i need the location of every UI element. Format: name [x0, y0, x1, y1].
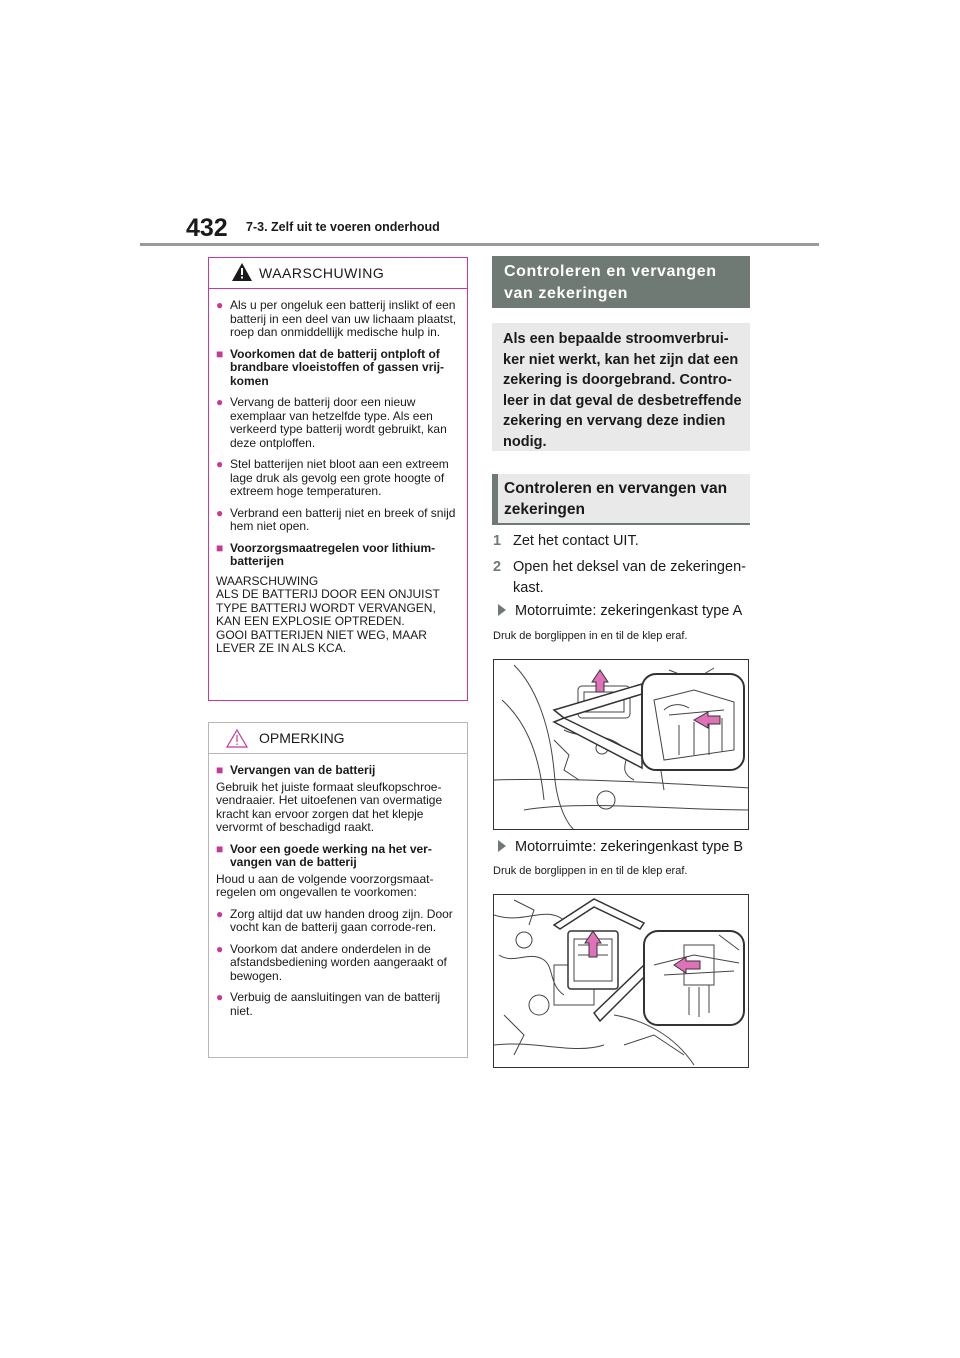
bullet-icon: ● — [216, 395, 224, 409]
warning-box — [208, 257, 468, 701]
note-box — [208, 722, 468, 1058]
engine-bay-b-drawing — [494, 895, 749, 1068]
note-item: ● Voorkom dat andere onderdelen in de afstandsbediening worden aangeraakt of bewogen. — [216, 941, 447, 983]
note-item: ● Zorg altijd dat uw handen droog zijn. Door vocht kan de batterij gaan corrode-ren. — [216, 906, 453, 934]
caution-outline-icon — [226, 729, 248, 748]
sub-heading: Controleren en vervangen van zekeringen — [492, 474, 750, 525]
warning-title: WAARSCHUWING — [259, 265, 385, 281]
caption-b: Druk de borglippen in en til de klep eraf. — [493, 865, 688, 877]
bullet-icon: ● — [216, 505, 224, 520]
engine-bay-a-drawing — [494, 660, 749, 830]
fuse-box-type-b-illustration — [493, 894, 749, 1068]
warning-triangle-icon — [232, 263, 252, 281]
step-2: 2 Open het deksel van de zekeringen-kast. — [493, 559, 746, 596]
bullet-icon: ● — [216, 941, 224, 956]
square-bullet-icon: ■ — [216, 540, 224, 555]
fuse-box-type-b-label: Motorruimte: zekeringenkast type B — [498, 839, 743, 855]
note-paragraph: Houd u aan de volgende voorzorgsmaat-regelen om ongevallen te voorkomen: — [216, 871, 434, 899]
bullet-icon: ● — [216, 298, 224, 312]
square-bullet-icon: ■ — [216, 841, 224, 856]
warning-item: ● Stel batterijen niet bloot aan een extreem lage druk als gevolg een grote hoogte of extreem hoge temperaturen. — [216, 457, 449, 498]
fuse-box-type-a-label: Motorruimte: zekeringenkast type A — [498, 603, 742, 619]
section-title: 7-3. Zelf uit te voeren onderhoud — [246, 220, 440, 234]
warning-caps-text: WAARSCHUWING ALS DE BATTERIJ DOOR EEN ONJUIST TYPE BATTERIJ WORDT VERVANGEN, KAN EEN EXPLOSIE OPTREDEN. GOOI BATTERIJEN NIET WEG, MAAR LEVER ZE IN ALS KCA. — [216, 573, 440, 655]
note-item: ● Verbuig de aansluitingen van de batterij niet. — [216, 990, 441, 1018]
fuse-box-type-a-illustration — [493, 659, 749, 830]
warning-item: ● Vervang de batterij door een nieuw exemplaar van hetzelfde type. Als een verkeerd type batterij wordt gebruikt, kan deze ontploffen. — [216, 395, 447, 450]
note-title: OPMERKING — [259, 730, 345, 746]
bullet-icon: ● — [216, 990, 224, 1004]
square-bullet-icon: ■ — [216, 346, 224, 361]
note-header — [209, 723, 467, 754]
step-1: 1 Zet het contact UIT. — [493, 533, 639, 549]
page-number: 432 — [186, 214, 228, 242]
note-paragraph: Gebruik het juiste formaat sleufkopschroe-vendraaier. Het uitoefenen van overmatige kracht kan ervoor zorgen dat het klepje vervormt of beschadigd raakt. — [216, 779, 443, 834]
warning-item: ● Verbrand een batterij niet en breek of snijd hem niet open. — [216, 505, 456, 533]
section-heading-banner: Controleren en vervangen van zekeringen — [492, 256, 750, 308]
warning-heading: ■ Voorzorgsmaatregelen voor lithium-batterijen — [216, 540, 436, 568]
intro-box: Als een bepaalde stroomverbrui-ker niet werkt, kan het zijn dat een zekering is doorgebrand. Contro-leer in dat geval de desbetreffende zekering en vervang deze indien nodig. — [492, 323, 750, 451]
square-bullet-icon: ■ — [216, 763, 224, 777]
warning-item: ● Als u per ongeluk een batterij inslikt of een batterij in een deel van uw lichaam plaatst, roep dan onmiddellijk medische hulp in. — [216, 298, 457, 339]
arrow-right-icon — [498, 604, 506, 616]
header-rule — [140, 243, 819, 246]
bullet-icon: ● — [216, 457, 224, 471]
caption-a: Druk de borglippen in en til de klep eraf. — [493, 630, 688, 642]
note-heading: ■ Vervangen van de batterij — [216, 763, 376, 777]
warning-header — [209, 258, 467, 289]
note-heading: ■ Voor een goede werking na het ver-vangen van de batterij — [216, 841, 432, 869]
arrow-right-icon — [498, 840, 506, 852]
bullet-icon: ● — [216, 906, 224, 921]
warning-heading: ■ Voorkomen dat de batterij ontploft of brandbare vloeistoffen of gassen vrij-komen — [216, 346, 445, 388]
